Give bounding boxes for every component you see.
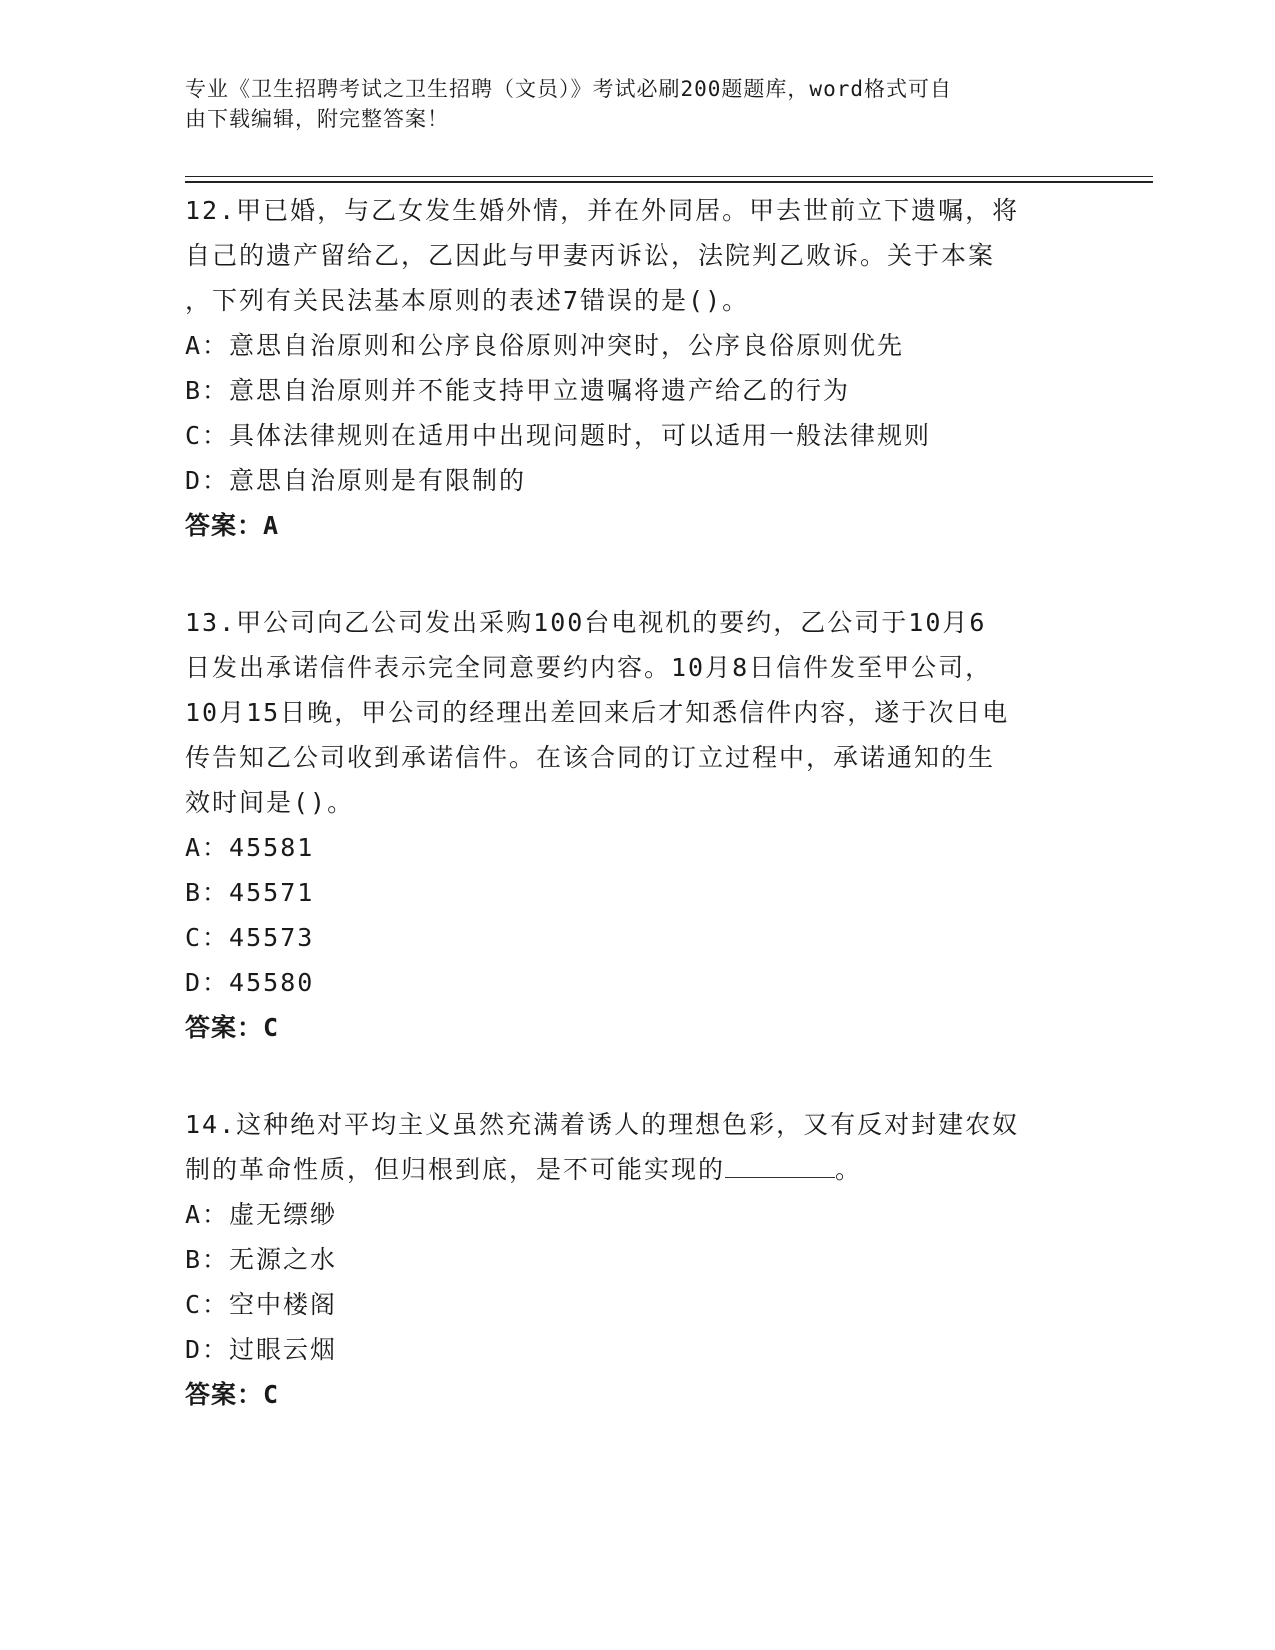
option-c: C：空中楼阁 bbox=[185, 1290, 338, 1319]
document-header bbox=[185, 74, 1085, 134]
question-stem-text: 制的革命性质，但归根到底，是不可能实现的 bbox=[185, 1155, 726, 1184]
header-line-1: 专业《卫生招聘考试之卫生招聘（文员）》考试必刷200题题库，word格式可自 bbox=[185, 77, 952, 101]
question-stem-line: 自己的遗产留给乙，乙因此与甲妻丙诉讼，法院判乙败诉。关于本案 bbox=[185, 241, 996, 270]
option-d: D：45580 bbox=[185, 968, 315, 997]
answer-label: 答案：A bbox=[185, 511, 280, 540]
option-a: A：意思自治原则和公序良俗原则冲突时，公序良俗原则优先 bbox=[185, 331, 905, 360]
option-a: A：虚无缥缈 bbox=[185, 1200, 338, 1229]
option-b: B：意思自治原则并不能支持甲立遗嘱将遗产给乙的行为 bbox=[185, 376, 851, 405]
option-d: D：意思自治原则是有限制的 bbox=[185, 466, 527, 495]
question-14 bbox=[185, 1102, 1085, 1417]
question-stem-line-with-blank bbox=[185, 1147, 1085, 1192]
fill-in-blank bbox=[725, 1157, 835, 1178]
header-divider-thick bbox=[185, 181, 1153, 183]
question-stem-line: 传告知乙公司收到承诺信件。在该合同的订立过程中，承诺通知的生 bbox=[185, 743, 996, 772]
question-stem-line: 14.这种绝对平均主义虽然充满着诱人的理想色彩，又有反对封建农奴 bbox=[185, 1110, 1020, 1139]
question-stem-line: 12.甲已婚，与乙女发生婚外情，并在外同居。甲去世前立下遗嘱，将 bbox=[185, 196, 1020, 225]
question-stem-line: 日发出承诺信件表示完全同意要约内容。10月8日信件发至甲公司， bbox=[185, 653, 993, 682]
answer-label: 答案：C bbox=[185, 1380, 280, 1409]
option-d: D：过眼云烟 bbox=[185, 1335, 338, 1364]
question-stem-line: 13.甲公司向乙公司发出采购100台电视机的要约，乙公司于10月6 bbox=[185, 608, 987, 637]
option-a: A：45581 bbox=[185, 833, 315, 862]
option-c: C：45573 bbox=[185, 923, 315, 952]
header-divider-thin bbox=[185, 176, 1153, 177]
option-b: B：45571 bbox=[185, 878, 315, 907]
question-13 bbox=[185, 600, 1085, 1050]
option-b: B：无源之水 bbox=[185, 1245, 338, 1274]
question-12 bbox=[185, 188, 1085, 548]
question-stem-line: 10月15日晚，甲公司的经理出差回来后才知悉信件内容，遂于次日电 bbox=[185, 698, 1010, 727]
question-stem-line: ，下列有关民法基本原则的表述7错误的是()。 bbox=[185, 286, 750, 315]
header-line-2: 由下载编辑，附完整答案！ bbox=[185, 107, 449, 131]
question-list bbox=[185, 188, 1085, 1469]
question-stem-tail: 。 bbox=[835, 1155, 863, 1184]
option-c: C：具体法律规则在适用中出现问题时，可以适用一般法律规则 bbox=[185, 421, 932, 450]
question-stem-line: 效时间是()。 bbox=[185, 788, 355, 817]
answer-label: 答案：C bbox=[185, 1013, 280, 1042]
